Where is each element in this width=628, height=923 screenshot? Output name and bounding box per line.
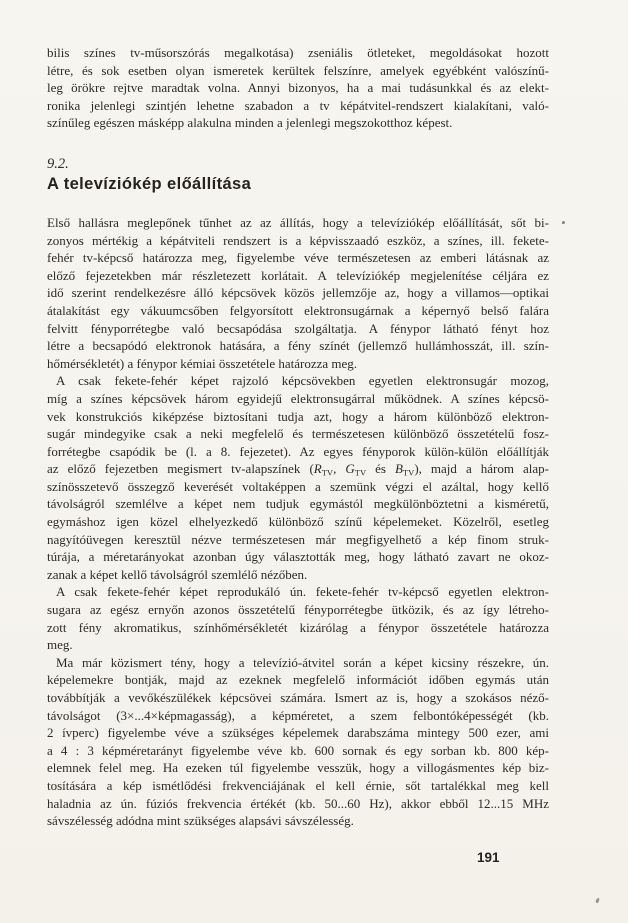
paragraph-4 [47, 654, 549, 830]
text-line: bilis színes tv-műsorszórás megalkotása) zseniális ötleteket, megoldásokat hozott [47, 45, 549, 60]
text-line: leg örökre rejtve maradtak volna. Annyi bizonyos, ha a mai tudásunkkal és az elekt- [47, 80, 549, 96]
text-line: továbbítják a vevőkészülékek képcsövei számára. Ismert az is, hogy a szokásos néző- [47, 690, 549, 705]
text-line: zott fény akromatikus, színhőmérsékletét kizárólag a fénypor összetétele határozza [47, 619, 549, 635]
text-line: Ma már közismert tény, hogy a televízió-átvitel során a képet kicsiny részekre, ún. [56, 654, 549, 670]
text-line: előző fejezetekben már részletezett korlátait. A televíziókép megjelenítése céljára ez [47, 267, 549, 283]
text-line: ronika jelenlegi szintjén lehetne szabadon a tv képátvitel-rendszert kialakítani, való- [47, 97, 549, 113]
text-line: vek konstrukciós kiképzése biztosítani tudja azt, hogy a három különböző elektron- [47, 408, 549, 424]
text-line: zanak a képet kellő távolságról szemlélő nézőben. [47, 566, 308, 582]
paragraph-1 [47, 214, 549, 372]
paragraph-3 [47, 583, 549, 653]
paragraph-continuation [47, 44, 549, 132]
text-line: forrétegbe csapódik be (l. a 8. fejezetet). Az egyes fényporok külön-külön előállítják [47, 443, 549, 459]
text-line: színűleg egészen másképp alakulna minden a jelenlegi megszokotthoz képest. [47, 115, 453, 131]
text-line: meg. [47, 637, 73, 653]
text-line: színösszetevő összegző keverését voltaképpen a szemünk végzi el azáltal, hogy kellő [47, 478, 549, 494]
text-line: létre, és sok esetben olyan ismeretek kerültek felszínre, amelyek egyébként valószínű- [47, 62, 549, 78]
text-line: A csak fekete-fehér képet rajzoló képcsövekben egyetlen elektronsugár mozog, [56, 373, 549, 389]
text-line: 2 ívperc) figyelembe véve a szükséges képelemek darabszáma mintegy 500 ezer, ami [47, 725, 549, 741]
text-line: hőmérsékletét) a fénypor kémiai összetétele határozza meg. [47, 355, 358, 371]
section-heading [47, 156, 549, 194]
text-line: sugara az egész ernyőn azonos összetételű fényporrétegbe ütközik, és az így létreho- [47, 602, 549, 618]
text-line: létre a becsapódó elektronok hatására, a fény színét (jellemző hullámhosszát, ill. szín- [47, 338, 549, 354]
text-line: felvitt fényporrétegbe való becsapódása szolgáltatja. A fénypor látható fényt hoz [47, 320, 549, 336]
text-line: távolságról szemlélve a képet nem tudjuk egymástól megkülönböztetni a kisméretű, [47, 496, 549, 512]
text-line: haladnia az ún. fúziós frekvencia értékét (kb. 50...60 Hz), akkor ebből 12...15 MHz [47, 795, 549, 811]
section-number: 9.2. [47, 155, 69, 172]
text-line: átalakítást egy vákuumcsőben felgyorsított elektronsugárnak a képernyő belső falára [47, 302, 549, 318]
text-line: zonyos mértékig a képátviteli rendszert is a képvisszaadó eszköz, a színes, ill. fekete- [47, 232, 549, 248]
page-number: 191 [477, 850, 500, 865]
text-line: képelemekre bontják, majd az ezeknek megfelelő információt időben egymás után [47, 672, 549, 688]
text-line: A csak fekete-fehér képet reprodukáló ún. fekete-fehér tv-képcső egyetlen elektron- [56, 584, 549, 600]
text-line: az előző fejezetben megismert tv-alapszínek ($R_{TV}$, $G_{TV}$ és $B_{TV}$), majd a három alap- [47, 461, 549, 478]
text-line: fehér tv-képcső határozza meg, figyelembe véve természetesen az emberi látásnak az [47, 250, 549, 266]
scan-speck [562, 221, 565, 224]
text-line: távolságot (3×...4×képmagasság), a képméretet, a szem felbontóképességét (kb. [47, 707, 549, 723]
text-line: Első hallásra meglepőnek tűnhet az az állítás, hogy a televíziókép előállítását, sőt bi- [47, 214, 549, 230]
text-line: elemnek felel meg. Ha ezeken túl figyelembe vesszük, hogy a villogásmentes kép biz- [47, 760, 549, 776]
section-title: A televíziókép előállítása [47, 174, 252, 193]
text-block [47, 44, 549, 830]
text-line: nagyítóüvegen keresztül nézve természetesen már megfigyelhető a kép finom struk- [47, 531, 549, 547]
scan-speck [595, 898, 599, 904]
text-line: sugár mindegyike csak a neki megfelelő és természetesen különböző összetételű fosz- [47, 426, 549, 442]
text-line: tosítására a kép ismétlődési frekvenciájának el kell érnie, sőt tartalékkal meg kell [47, 777, 549, 793]
text-line: egymáshoz igen közel elhelyezkedő különböző színű képelemeket. Közelről, esetleg [47, 514, 549, 530]
text-line: míg a színes képcsövek három egyidejű elektronsugárral működnek. A színes képcsö- [47, 390, 549, 406]
text-line: túrája, a méretarányokat azonban úgy választották meg, hogy látható zavart ne okoz- [47, 549, 549, 565]
text-line: sávszélesség adódna mint szükséges alapsávi sávszélesség. [47, 813, 354, 829]
text-line: idő szerint rendelkezésre álló képcsövek közös jellemzője az, hogy a villamos—optikai [47, 285, 549, 301]
paragraph-2 [47, 372, 549, 583]
text-line: a 4 : 3 képméretarányt figyelembe véve kb. 600 sornak és egy sorban kb. 800 kép- [47, 742, 549, 758]
